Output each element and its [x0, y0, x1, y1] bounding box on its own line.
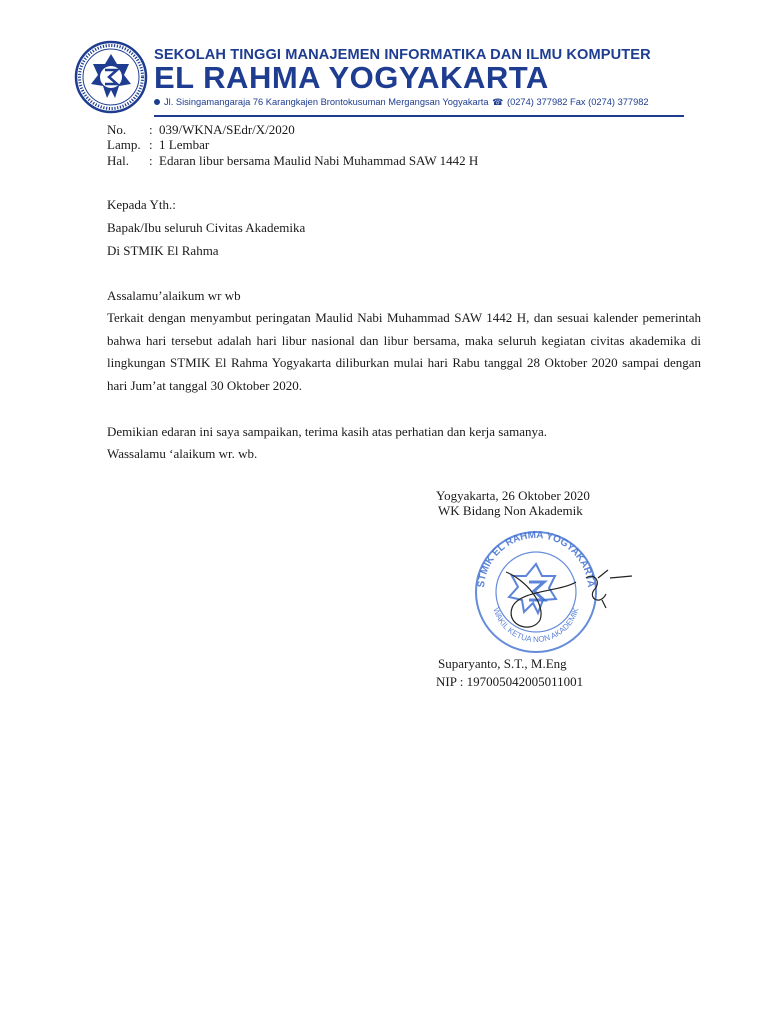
stamp-text-bottom: WAKIL KETUA NON AKADEMIK [491, 606, 581, 645]
meta-separator: : [149, 152, 153, 168]
closing-sentence: Demikian edaran ini saya sampaikan, terima kasih atas perhatian dan kerja samanya. [107, 424, 548, 439]
recipient-greeting: Kepada Yth.: [107, 197, 176, 212]
meta-label: Lamp. [107, 137, 141, 153]
letterhead [74, 40, 694, 122]
salutation: Assalamu’alaikum wr wb [107, 288, 241, 303]
body-paragraph: Terkait dengan menyambut peringatan Maulid Nabi Muhammad SAW 1442 H, dan sesuai kalender pemerintah bahwa hari tersebut adalah hari libur nasional dan libur bersama, maka seluruh kegiatan civitas akademika di lingkungan STMIK El Rahma Yogyakarta diliburkan mulai hari Rabu tanggal 28 Oktober 2020 sampai dengan hari Jum’at tanggal 30 Oktober 2020. [107, 310, 701, 393]
svg-text:STMIK EL RAHMA YOGYAKARTA [476, 530, 596, 588]
institution-logo [74, 40, 148, 114]
address-text: Jl. Sisingamangaraja 76 Karangkajen Brontokusuman Mergangsan Yogyakarta [164, 97, 489, 107]
meta-row-number [107, 122, 478, 137]
recipient-place: Di STMIK El Rahma [107, 243, 219, 258]
institution-address [154, 97, 649, 108]
meta-row-subject [107, 153, 478, 168]
signer-name: Suparyanto, S.T., M.Eng [438, 656, 567, 671]
letterhead-rule [154, 115, 684, 117]
institution-name: SEKOLAH TINGGI MANAJEMEN INFORMATIKA DAN ILMU KOMPUTER [154, 47, 651, 63]
meta-row-attachment [107, 137, 478, 152]
signer-position: WK Bidang Non Akademik [438, 503, 583, 518]
meta-label: Hal. [107, 152, 130, 168]
meta-value: 1 Lembar [159, 137, 210, 153]
stamp-text-top: STMIK EL RAHMA YOGYAKARTA [475, 529, 597, 589]
meta-value: 039/WKNA/SEdr/X/2020 [159, 122, 295, 137]
meta-value: Edaran libur bersama Maulid Nabi Muhammad SAW 1442 H [159, 152, 479, 168]
meta-separator: : [149, 137, 153, 153]
signer-nip: NIP : 197005042005011001 [436, 674, 584, 689]
meta-separator: : [149, 122, 153, 137]
recipient-to: Bapak/Ibu seluruh Civitas Akademika [107, 220, 306, 235]
bullet-icon [154, 99, 160, 105]
institution-city: EL RAHMA YOGYAKARTA [154, 60, 549, 95]
place-date: Yogyakarta, 26 Oktober 2020 [436, 488, 590, 503]
letter-meta [107, 122, 478, 168]
phone-text: (0274) 377982 Fax (0274) 377982 [506, 97, 649, 107]
farewell: Wassalamu ‘alaikum wr. wb. [107, 446, 258, 461]
official-stamp [436, 520, 642, 656]
meta-label: No. [107, 122, 127, 137]
phone-icon: ☎ [492, 97, 504, 107]
